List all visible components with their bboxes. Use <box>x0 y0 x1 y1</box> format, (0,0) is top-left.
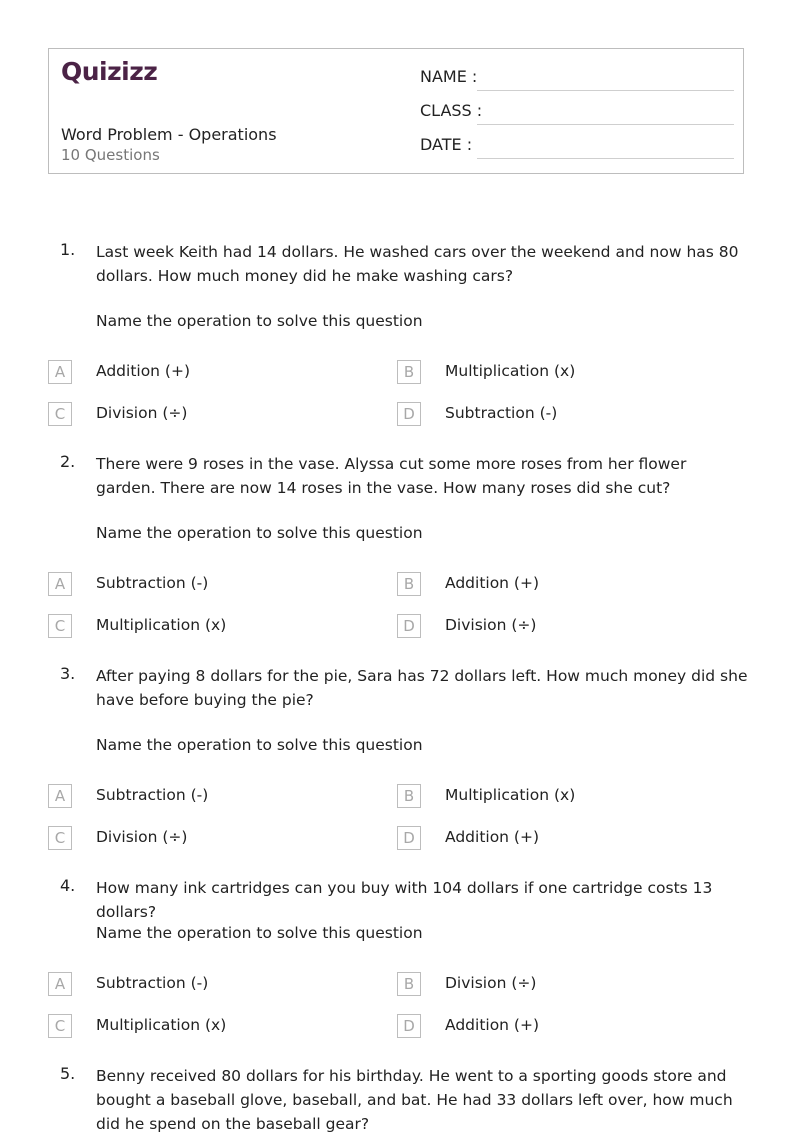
option-letter: C <box>48 402 72 426</box>
question-number: 2. <box>60 452 76 471</box>
question-text: How many ink cartridges can you buy with 104 dollars if one cartridge costs 13 dollars? <box>96 879 713 921</box>
option-text: Division (÷) <box>96 828 188 846</box>
class-label: CLASS : <box>420 101 483 120</box>
name-label: NAME : <box>420 67 478 86</box>
question-number: 3. <box>60 664 76 683</box>
name-field <box>420 67 734 91</box>
date-field <box>420 135 734 159</box>
option-letter: D <box>397 1014 421 1038</box>
option-letter: A <box>48 784 72 808</box>
question-text: There were 9 roses in the vase. Alyssa cut some more roses from her flower garden. There are now 14 roses in the vase. How many roses did she cut? <box>96 455 687 497</box>
option-text: Division (÷) <box>445 974 537 992</box>
question-prompt: Name the operation to solve this question <box>96 312 423 330</box>
question-number: 1. <box>60 240 76 259</box>
option-text: Multiplication (x) <box>445 362 576 380</box>
question-prompt: Name the operation to solve this question <box>96 524 423 542</box>
option-text: Subtraction (-) <box>96 574 209 592</box>
quizizz-logo: Quizizz <box>61 57 158 86</box>
option-letter: C <box>48 826 72 850</box>
option-text: Division (÷) <box>96 404 188 422</box>
option-text: Subtraction (-) <box>96 974 209 992</box>
option-text: Division (÷) <box>445 616 537 634</box>
option-text: Addition (+) <box>445 574 540 592</box>
class-field <box>420 101 734 125</box>
question-text: Benny received 80 dollars for his birthday. He went to a sporting goods store and bought a baseball glove, baseball, and bat. He had 33 dollars left over, how much did he spend on the baseball gear? <box>96 1067 733 1133</box>
option-letter: A <box>48 360 72 384</box>
option-text: Subtraction (-) <box>445 404 558 422</box>
option-text: Subtraction (-) <box>96 786 209 804</box>
option-text: Multiplication (x) <box>445 786 576 804</box>
date-label: DATE : <box>420 135 473 154</box>
option-letter: B <box>397 972 421 996</box>
option-text: Multiplication (x) <box>96 1016 227 1034</box>
question-text: After paying 8 dollars for the pie, Sara has 72 dollars left. How much money did she have before buying the pie? <box>96 667 748 709</box>
name-line <box>477 90 734 91</box>
option-text: Addition (+) <box>445 828 540 846</box>
question-count: 10 Questions <box>61 146 160 164</box>
option-letter: B <box>397 360 421 384</box>
option-letter: C <box>48 1014 72 1038</box>
question-number: 4. <box>60 876 76 895</box>
option-letter: C <box>48 614 72 638</box>
question-prompt: Name the operation to solve this question <box>96 924 423 942</box>
option-text: Multiplication (x) <box>96 616 227 634</box>
worksheet-title: Word Problem - Operations <box>61 125 277 144</box>
option-letter: B <box>397 784 421 808</box>
class-line <box>477 124 734 125</box>
option-letter: A <box>48 972 72 996</box>
question-5 <box>0 1064 794 1133</box>
question-prompt: Name the operation to solve this question <box>96 736 423 754</box>
option-letter: D <box>397 614 421 638</box>
option-letter: D <box>397 826 421 850</box>
option-letter: B <box>397 572 421 596</box>
option-text: Addition (+) <box>445 1016 540 1034</box>
option-letter: D <box>397 402 421 426</box>
question-text: Last week Keith had 14 dollars. He washed cars over the weekend and now has 80 dollars. How much money did he make washing cars? <box>96 243 739 285</box>
question-number: 5. <box>60 1064 76 1083</box>
option-letter: A <box>48 572 72 596</box>
date-line <box>477 158 734 159</box>
option-text: Addition (+) <box>96 362 191 380</box>
worksheet-header <box>48 48 744 174</box>
